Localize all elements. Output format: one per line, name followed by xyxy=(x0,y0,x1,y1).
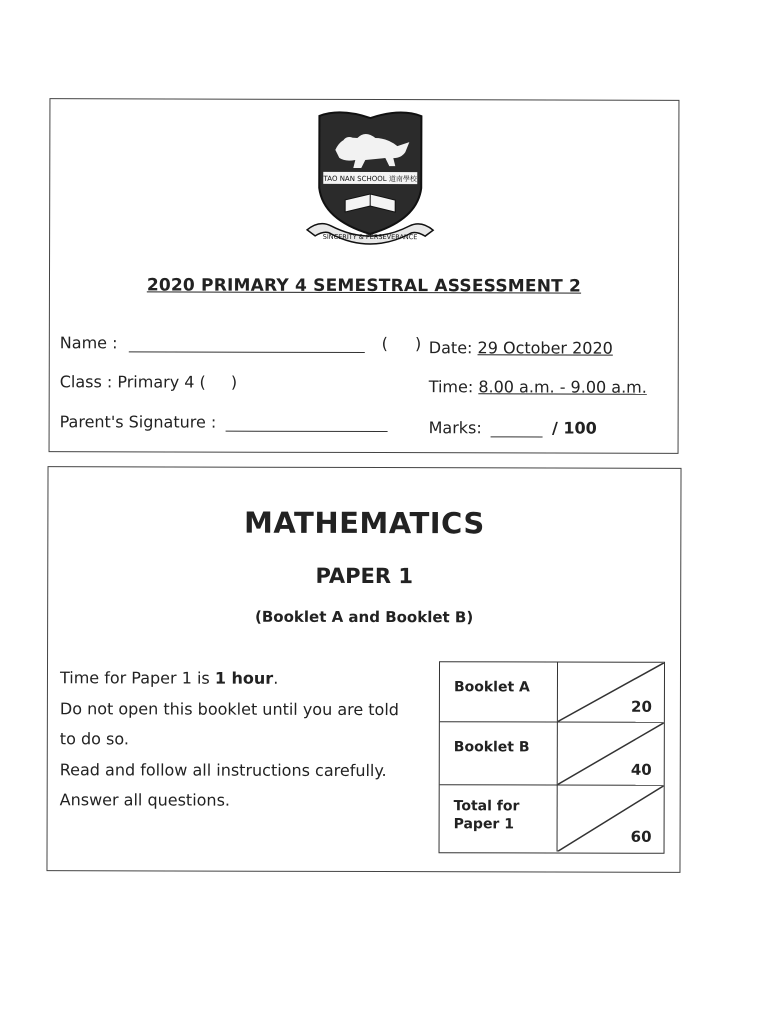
date-value: 29 October 2020 xyxy=(477,338,613,358)
instruction-bold: 1 hour xyxy=(214,668,274,688)
class-label: Class : Primary 4 ( xyxy=(59,372,206,392)
marks-table xyxy=(439,661,666,854)
date-field xyxy=(429,338,613,357)
index-paren-close: ) xyxy=(415,334,422,354)
booklets-subtitle: (Booklet A and Booklet B) xyxy=(255,607,474,627)
marks-max: 60 xyxy=(630,827,652,846)
instruction-line: Answer all questions. xyxy=(59,790,231,810)
assessment-title: 2020 PRIMARY 4 SEMESTRAL ASSESSMENT 2 xyxy=(146,275,582,297)
instruction-line: to do so. xyxy=(59,729,129,749)
name-field xyxy=(60,333,422,353)
marks-row-booklet-a xyxy=(440,662,664,723)
marks-row-total xyxy=(440,785,664,852)
marks-row-label: Booklet A xyxy=(440,662,558,721)
index-paren-open: ( xyxy=(381,334,388,354)
instruction-text: . xyxy=(273,668,279,688)
marks-row-label: Booklet B xyxy=(440,722,558,784)
marks-score-cell xyxy=(558,723,664,785)
class-paren-close: ) xyxy=(230,372,238,392)
marks-row-label xyxy=(440,785,558,851)
class-field xyxy=(60,372,237,391)
total-label-line2: Paper 1 xyxy=(453,816,514,833)
time-field xyxy=(429,377,647,397)
time-value: 8.00 a.m. - 9.00 a.m. xyxy=(478,377,647,397)
marks-blank xyxy=(491,436,543,437)
header-box xyxy=(49,98,680,454)
marks-score-cell xyxy=(558,786,664,852)
instructions xyxy=(60,663,430,816)
marks-field xyxy=(429,418,597,437)
signature-label: Parent's Signature : xyxy=(59,412,217,432)
signature-field xyxy=(60,412,388,432)
time-label: Time: xyxy=(428,377,474,397)
crest-school-name: TAO NAN SCHOOL 道南學校 xyxy=(323,174,417,184)
instruction-line: Do not open this booklet until you are told xyxy=(59,698,399,719)
instruction-line: Read and follow all instructions carefully. xyxy=(59,759,387,780)
marks-label: Marks: xyxy=(428,418,482,438)
marks-total: / 100 xyxy=(551,418,597,438)
subject-title: MATHEMATICS xyxy=(243,505,485,541)
marks-score-cell xyxy=(558,663,664,722)
instruction-line xyxy=(60,663,430,694)
school-crest-logo xyxy=(305,108,435,248)
cover-box xyxy=(46,466,681,873)
paper-title: PAPER 1 xyxy=(315,563,414,589)
marks-row-booklet-b xyxy=(440,722,664,786)
name-label: Name : xyxy=(59,333,118,353)
crest-motto: SINCERITY & PERSEVERANCE xyxy=(322,232,418,242)
marks-max: 40 xyxy=(630,760,652,779)
date-label: Date: xyxy=(428,338,473,358)
instruction-text: Time for Paper 1 is xyxy=(59,668,215,688)
marks-max: 20 xyxy=(631,697,652,716)
signature-blank xyxy=(225,431,387,432)
total-label-line1: Total for xyxy=(453,798,520,815)
name-blank xyxy=(129,351,365,353)
